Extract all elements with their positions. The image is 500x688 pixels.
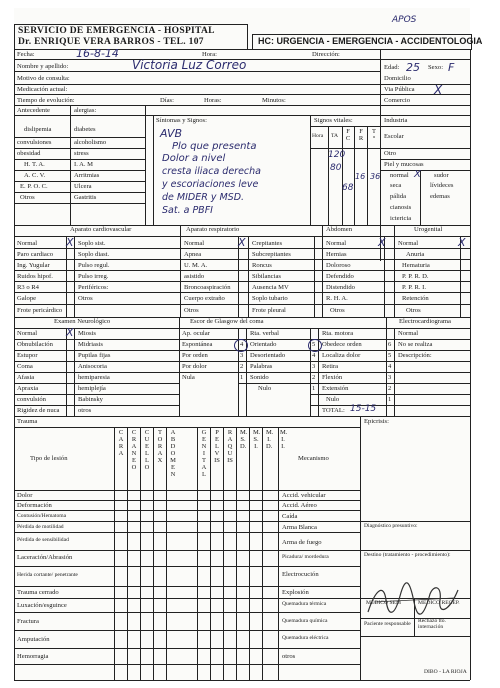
edad-label: Edad:	[384, 64, 400, 71]
abdomen-0: Normal	[326, 240, 347, 247]
glasgow-motora-3: Flexión	[322, 374, 343, 381]
urogenital-0: Normal	[398, 240, 419, 247]
neuro2-7: otros	[78, 407, 92, 414]
glasgow-verbal-score-4: 1	[312, 385, 316, 392]
print-footer: DIBO - LA RIOJA	[424, 669, 467, 675]
glasgow-ocular-1: Por orden	[182, 352, 208, 359]
urogenital-2: Hematuria	[402, 262, 430, 269]
signature-graphic	[364, 578, 464, 622]
mecanismo-5: Picadura/ mordedura	[282, 554, 329, 560]
lugar-industria: Industria	[384, 117, 408, 124]
resp2-2: Roncus	[252, 262, 272, 269]
ecg-normal: Normal	[398, 330, 419, 337]
neuro-4: Afasia	[17, 374, 35, 381]
cardio-normal-check: X	[66, 236, 74, 249]
urogenital-3: P. P. R. D.	[402, 273, 429, 280]
trauma-label: Trauma	[17, 418, 38, 425]
region-abdomen: ABDOMEN	[170, 429, 176, 478]
resp2-0: Crepitantes	[252, 240, 283, 247]
glasgow-ocular-circle	[234, 339, 248, 352]
cardio-title: Aparato cardiovascular	[70, 226, 132, 233]
sintomas-label: Síntomas y Signos:	[156, 117, 207, 124]
resp-6: Otros	[184, 307, 199, 314]
lugar-otro: Otro	[384, 150, 397, 157]
glasgow-ocular-2: Por dolor	[182, 363, 207, 370]
abdomen-normal-check: X	[378, 236, 386, 249]
cardio-2: Ing. Yugular	[17, 262, 50, 269]
neuro-normal-check: X	[66, 326, 74, 339]
minutos-label: Minutos:	[262, 97, 286, 104]
sv-col-fr: F R	[358, 128, 364, 142]
neuro2-5: hemiplejía	[78, 385, 106, 392]
resp-title: Aparato respiratorio	[186, 226, 240, 233]
region-craneo: CRANEO	[131, 429, 137, 471]
lesion-9: Fractura	[17, 618, 39, 625]
cardio2-4: Periféricos:	[78, 284, 109, 291]
resp2-6: Frote pleural	[252, 307, 286, 314]
glasgow-ocular-label: Ap. ocular	[182, 330, 210, 337]
resp-1: Apnea	[184, 251, 202, 258]
neuro2-0: Miosis	[78, 330, 96, 337]
urogenital-title: Urogenital	[414, 226, 443, 233]
neuro-0: Normal	[17, 330, 38, 337]
neuro-6: convulsión	[17, 396, 46, 403]
abdomen-3: Defendido	[326, 273, 354, 280]
glasgow-ocular-3: Nula	[182, 374, 195, 381]
antecedente2-0: alergias:	[74, 107, 97, 114]
resp2-5: Soplo tubario	[252, 295, 288, 302]
tiempo-label: Tiempo de evolución:	[17, 97, 75, 104]
piel-edemas: edemas	[430, 193, 450, 200]
resp-3: asistido	[184, 273, 205, 280]
ecg-no-realiza: No se realiza	[398, 341, 433, 348]
glasgow-verbal-score-2: 3	[312, 363, 316, 370]
piel-sudor: sudor	[434, 172, 449, 179]
nombre-label: Nombre y apellido:	[17, 63, 69, 70]
glasgow-verbal-0: Orientado	[250, 341, 277, 348]
mecanismo-11: otros	[282, 653, 296, 660]
domicilio-label: Domicilio	[384, 75, 411, 82]
cardio-0: Normal	[17, 240, 38, 247]
region-genital: GENITAL	[201, 429, 207, 478]
emergency-form	[14, 8, 483, 680]
sintomas-hw-1: Plo que presenta	[172, 141, 257, 152]
glasgow-motora-1: Localiza dolor	[322, 352, 361, 359]
paciente-responsable-label: Paciente responsable	[364, 621, 411, 627]
antecedente-7: Otros	[20, 194, 35, 201]
antecedente-0: Antecedente	[17, 107, 50, 114]
mecanismo-8: Quemadura térmica	[282, 601, 327, 607]
glasgow-ocular-score-1: 3	[240, 352, 244, 359]
rechazo-label: Rechazo tto. internación	[418, 618, 446, 630]
resp-0: Normal	[184, 240, 205, 247]
glasgow-motora-score-0: 6	[388, 341, 392, 348]
glasgow-motora-score-4: 2	[388, 385, 392, 392]
cardio2-1: Soplo diast.	[78, 251, 110, 258]
glasgow-motora-label: Rta. motora	[322, 330, 354, 337]
neuro2-6: Babinsky	[78, 396, 103, 403]
region-cara: CARA	[118, 429, 124, 457]
glasgow-ocular-score-2: 2	[240, 363, 244, 370]
glasgow-motora-4: Extensión	[322, 385, 349, 392]
cardio2-0: Soplo sist.	[78, 240, 106, 247]
comercio-label: Comercio	[384, 97, 411, 104]
direccion-label: Dirección:	[312, 51, 340, 58]
fecha-value: 16-8-14	[76, 47, 119, 60]
piel-label: Piel y mucosas	[384, 161, 424, 168]
cardio-4: R3 o R4	[17, 284, 39, 291]
antecedente-1: dislipemia	[24, 126, 52, 133]
sintomas-hw-3: cresta iliaca derecha	[162, 166, 261, 177]
antecedente-2: convulsiones	[17, 139, 52, 146]
sv-ta-systolic: 120	[328, 150, 346, 160]
signos-vitales-label: Signos vitales:	[314, 117, 353, 124]
glasgow-motora-score-1: 5	[388, 352, 392, 359]
sv-col-hora: Hora	[312, 133, 324, 139]
fecha-label: Fecha:	[17, 51, 35, 58]
neuro2-3: Anisocoria	[78, 363, 107, 370]
lesion-1: Deformación	[17, 502, 52, 509]
via-publica-label: Via Pública	[384, 86, 415, 93]
sv-ta-diastolic: 80	[330, 163, 342, 173]
medicacion-label: Medicación actual:	[17, 86, 68, 93]
cardio2-2: Pulso regul.	[78, 262, 110, 269]
glasgow-verbal-score-1: 4	[312, 352, 316, 359]
glasgow-verbal-label: Rta. verbal	[250, 330, 279, 337]
via-publica-check: X	[434, 83, 443, 97]
sintomas-hw-0: AVB	[160, 127, 183, 140]
piel-livideces: lívideces	[430, 182, 454, 189]
lugar-escolar: Escolar	[384, 133, 404, 140]
glasgow-motora-5: Nulo	[326, 396, 340, 403]
sv-col-t: T °	[372, 128, 376, 142]
piel-ictericia: ictericia	[390, 215, 412, 222]
neuro2-1: Midriasis	[78, 341, 103, 348]
region-mid: M.I.D.	[266, 429, 274, 450]
corner-note: APOS	[392, 15, 417, 25]
glasgow-motora-score-2: 4	[388, 363, 392, 370]
lesion-8: Luxación/esguince	[17, 602, 67, 609]
antecedente2-4: I. A. M	[74, 161, 94, 168]
neuro-2: Estupor	[17, 352, 38, 359]
cardio2-5: Otros	[78, 295, 93, 302]
region-msd: M.S.D.	[240, 429, 248, 450]
horas-label: Horas:	[204, 97, 222, 104]
sintomas-hw-6: Sat. a PBFI	[162, 205, 213, 216]
piel-palida: pálida	[390, 193, 407, 200]
resp2-4: Ausencia MV	[252, 284, 289, 291]
cardio-1: Paro cardiaco	[17, 251, 54, 258]
lesion-11: Hemorragia	[17, 653, 49, 660]
lesion-4: Pérdida de sensibilidad	[17, 537, 69, 543]
glasgow-verbal-2: Palabras	[250, 363, 273, 370]
glasgow-motora-2: Retira	[322, 363, 339, 370]
abdomen-4: Distendido	[326, 284, 355, 291]
sv-fc: 68	[342, 183, 354, 193]
neuro-5: Apraxia	[17, 385, 39, 392]
neuro-7: Rigidez de nuca	[17, 407, 60, 414]
lesion-10: Amputación	[17, 636, 50, 643]
antecedente-4: H. T. A.	[24, 161, 45, 168]
lesion-5: Laceración/Abrasión	[17, 554, 73, 561]
sintomas-hw-2: Dolor a nivel	[162, 153, 226, 164]
motivo-label: Motivo de consulta:	[17, 75, 70, 82]
region-msi: M.S.I.	[253, 429, 261, 450]
resp-2: U. M. A.	[184, 262, 208, 269]
mecanismo-3: Arma Blanca	[282, 524, 317, 531]
mecanismo-4: Arma de fuego	[282, 539, 322, 546]
antecedente2-5: Arritmias	[74, 172, 100, 179]
glasgow-total-label: TOTAL:	[322, 407, 345, 414]
abdomen-title: Abdomen	[326, 226, 353, 233]
mecanismo-9: Quemadura química	[282, 618, 328, 624]
glasgow-motora-score-3: 3	[388, 374, 392, 381]
glasgow-verbal-circle	[308, 339, 322, 352]
antecedente2-7: Gastritis	[74, 194, 97, 201]
antecedente-6: E. P. O. C.	[20, 183, 48, 190]
glasgow-total-value: 15-15	[350, 404, 377, 414]
antecedente-5: A. C. V.	[24, 172, 46, 179]
glasgow-motora-0: Obedece orden	[322, 341, 362, 348]
glasgow-verbal-score-0: 5	[312, 341, 316, 348]
cardio-5: Galope	[17, 295, 37, 302]
hospital-title-line1: SERVICIO DE EMERGENCIA - HOSPITAL	[18, 26, 215, 36]
sexo-value: F	[448, 61, 455, 74]
piel-seca: seca	[390, 182, 402, 189]
region-pelvis: PELVIS	[214, 429, 220, 464]
mecanismo-2: Caída	[282, 513, 298, 520]
resp2-3: Sibilancias	[252, 273, 281, 280]
diagnostico-label: Diagnóstico presuntivo:	[364, 523, 418, 529]
urogenital-4: P. P. R. I.	[402, 284, 427, 291]
edad-value: 25	[406, 61, 420, 74]
form-type-title: HC: URGENCIA - EMERGENCIA - ACCIDENTOLOGIA	[258, 36, 483, 46]
neuro2-4: hemiparesia	[78, 374, 110, 381]
sv-col-ta: TA	[331, 133, 339, 139]
lesion-0: Dolor	[17, 492, 33, 499]
region-cuello: CUELLO	[144, 429, 150, 471]
glasgow-ocular-0: Espontánea	[182, 341, 213, 348]
sv-col-fc: F C	[345, 128, 351, 142]
resp-normal-check: X	[238, 236, 246, 249]
glasgow-verbal-4: Nulo	[258, 385, 272, 392]
cardio2-3: Pulso irreg.	[78, 273, 109, 280]
ecg-descripcion: Descripción:	[398, 352, 432, 359]
neuro2-2: Pupilas fijas	[78, 352, 111, 359]
sintomas-hw-5: de MIDER y MSD.	[162, 192, 245, 203]
resp-5: Cuerpo extraño	[184, 295, 225, 302]
mecanismo-10: Quemadura eléctrica	[282, 635, 329, 641]
mecanismo-label: Mecanismo	[298, 455, 329, 462]
lesion-2: Contusión/Hematoma	[17, 513, 67, 519]
destino-label: Destino (tratamiento - procedimiento):	[364, 552, 451, 558]
region-mii: M.I.I.	[280, 429, 288, 450]
urogenital-1: Anuria	[406, 251, 425, 258]
mecanismo-6: Electrocución	[282, 571, 319, 578]
cardio-6: Frote pericárdico	[17, 307, 63, 314]
resp2-1: Subcrepitantes	[252, 251, 291, 258]
sv-temp: 36	[370, 172, 381, 181]
glasgow-verbal-score-3: 2	[312, 374, 316, 381]
glasgow-title: Escor de Glasgow del coma	[190, 318, 264, 325]
sintomas-hw-4: y escoriaciones leve	[162, 179, 259, 190]
piel-normal-check: X	[414, 169, 421, 180]
neuro-1: Obnubilación	[17, 341, 53, 348]
abdomen-1: Hernias	[326, 251, 347, 258]
sexo-label: Sexo:	[428, 64, 444, 71]
mecanismo-7: Explosión	[282, 589, 309, 596]
tipo-lesion-label: Tipo de lesión	[30, 455, 68, 462]
lesion-3: Pérdida de motilidad	[17, 524, 64, 530]
dias-label: Días:	[160, 97, 174, 104]
piel-normal: normal	[390, 172, 409, 179]
region-torax: TORAX	[157, 429, 163, 464]
neuro-3: Coma	[17, 363, 33, 370]
region-raquis: RAQUIS	[227, 429, 233, 464]
glasgow-verbal-1: Desorientado	[250, 352, 286, 359]
hospital-title-line2: Dr. ENRIQUE VERA BARROS - TEL. 107	[18, 37, 204, 47]
medico-recep-label: MEDICO RECEP.	[418, 600, 460, 606]
antecedente2-1: diabetes	[74, 126, 96, 133]
sv-fr: 16	[355, 172, 366, 181]
antecedente2-6: Ulcera	[74, 183, 92, 190]
lesion-7: Trauma cerrado	[17, 589, 59, 596]
glasgow-ocular-score-0: 4	[240, 341, 244, 348]
urogenital-5: Retención	[402, 295, 429, 302]
hora-label: Hora:	[202, 51, 218, 58]
glasgow-verbal-3: Sonido	[250, 374, 269, 381]
medico-sem-label: MEDICO SEM	[366, 600, 401, 606]
lesion-6: Herida cortante/ penetrante	[17, 572, 78, 578]
abdomen-5: R. H. A.	[326, 295, 348, 302]
antecedente2-3: stress	[74, 150, 89, 157]
abdomen-6: Otros	[330, 307, 345, 314]
piel-cianosis: cianosis	[390, 204, 412, 211]
abdomen-2: Doloroso	[326, 262, 351, 269]
mecanismo-1: Accid. Aéreo	[282, 502, 317, 509]
cardio-3: Ruidos hipof.	[17, 273, 53, 280]
ecg-title: Electrocardiograma	[399, 318, 451, 325]
neuro-title: Examen Neurológico	[54, 318, 111, 325]
glasgow-ocular-score-3: 1	[240, 374, 244, 381]
mecanismo-0: Accid. vehicular	[282, 492, 326, 499]
epicrisis-label: Epicrisis:	[364, 418, 389, 425]
nombre-value: Victoria Luz Correo	[132, 58, 247, 72]
glasgow-motora-score-5: 1	[388, 396, 392, 403]
resp-4: Broncoaspiración	[184, 284, 231, 291]
antecedente2-2: alcoholismo	[74, 139, 107, 146]
urogenital-6: Otros	[406, 307, 421, 314]
antecedente-3: obesidad	[17, 150, 41, 157]
urogenital-normal-check: X	[458, 236, 466, 249]
